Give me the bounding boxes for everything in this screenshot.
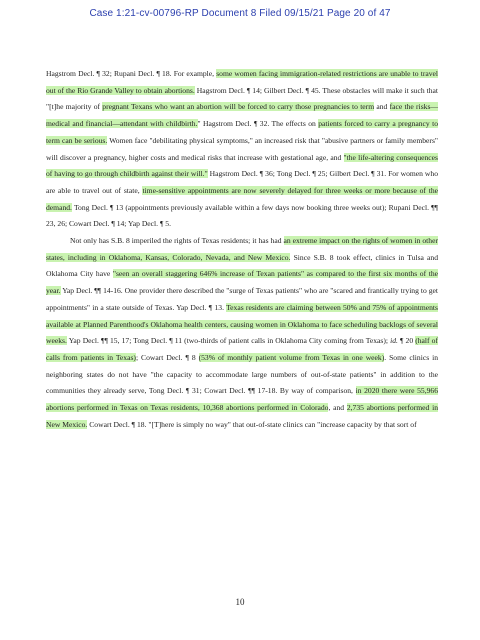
body-text: and — [374, 102, 390, 112]
highlighted-text: time-sensitive appointments are now severely delayed for three weeks or more because of the demand. — [46, 185, 438, 212]
body-text: Not only has S.B. 8 imperiled the rights of Texas residents; it has had — [70, 236, 284, 246]
body-text: Women face "debilitating physical symptoms," an increased risk that "abusive partners or family members" will discover a pregnancy, higher costs and medical risks that increase with gestational age, and — [46, 135, 438, 162]
body-text: Since S.B. 8 took effect, clinics in Tulsa and Oklahoma City have — [46, 252, 438, 279]
highlighted-text: an extreme impact on the rights of women in other states, including in Oklahoma, Kansas, Colorado, Nevada, and New Mexico. — [46, 236, 438, 262]
highlighted-text: "the life-altering consequences of having to go through childbirth against their will." — [46, 152, 438, 179]
body-text: , and — [328, 403, 347, 413]
highlighted-text: "seen an overall staggering 646% increase of Texan patients" as compared to the first six months of the year. — [46, 269, 438, 296]
document-body — [46, 66, 438, 433]
highlighted-text: patients forced to carry a pregnancy to term can be serious. — [46, 119, 439, 145]
body-text: . Some clinics in neighboring states do not have "the capacity to accommodate large numbers of out-of-state patients" in addition to the communities they already serve, Tong Decl. ¶ 31; Cowart Decl. ¶¶ 17-18. By way of comparison, — [46, 352, 438, 396]
body-text: Cowart Decl. ¶ 18. "[T]here is simply no way" that out-of-state clinics can "increase capacity by that sort of — [87, 419, 417, 429]
paragraph-2 — [46, 233, 438, 433]
highlighted-text: some women facing immigration-related restrictions are unable to travel out of the Rio Grande Valley to obtain abortions. — [46, 69, 438, 95]
highlighted-text: pregnant Texans who want an abortion will be forced to carry those pregnancies to term — [102, 102, 375, 112]
page-number: 10 — [235, 597, 245, 607]
body-text: Hagstrom Decl. ¶ 32; Rupani Decl. ¶ 18. For example, — [46, 69, 217, 78]
body-text: " Hagstrom Decl. ¶ 32. The effects on — [197, 119, 319, 129]
highlighted-text: in 2020 there were 55,966 abortions performed in Texas on Texas residents, 10,368 abortions performed in Colorado — [46, 386, 438, 413]
body-text: id. — [390, 336, 398, 346]
highlighted-text: (half of calls from patients in Texas) — [46, 336, 438, 362]
paragraph-1 — [46, 66, 438, 233]
body-text: Hagstrom Decl. ¶ 14; Gilbert Decl. ¶ 45. These obstacles will make it such that "[t]he majority of — [46, 85, 439, 112]
highlighted-text: face the risks—medical and financial—attendant with childbirth. — [46, 102, 438, 129]
case-header: Case 1:21-cv-00796-RP Document 8 Filed 09/15/21 Page 20 of 47 — [89, 8, 391, 19]
body-text: ¶ 20 — [397, 336, 416, 346]
body-text: Tong Decl. ¶ 13 (appointments previously available within a few days now booking three weeks out); Rupani Decl. ¶¶ 23, 26; Cowart Decl. ¶ 14; Yap Decl. ¶ 5. — [46, 202, 438, 229]
body-text: Hagstrom Decl. ¶ 36; Tong Decl. ¶ 25; Gilbert Decl. ¶ 31. For women who are able to travel out of state, — [46, 169, 438, 195]
highlighted-text: Texas residents are claiming between 50% and 75% of appointments available at Planned Parenthood's Oklahoma health centers, causing women in Oklahoma to face scheduling backlogs of several weeks. — [46, 302, 438, 346]
body-text: Yap Decl. ¶¶ 14-16. One provider there described the "surge of Texas patients" who are "scared and frantically trying to get appointments" in a state outside of Texas. Yap Decl. ¶ 13. — [46, 286, 438, 312]
body-text: Yap Decl. ¶¶ 15, 17; Tong Decl. ¶ 11 (two-thirds of patient calls in Oklahoma City coming from Texas); — [66, 336, 391, 346]
highlighted-text: (53% of monthly patient volume from Texas in one week) — [198, 352, 385, 362]
body-text: ; Cowart Decl. ¶ 8 — [135, 352, 199, 362]
highlighted-text: 2,735 abortions performed in New Mexico. — [46, 403, 438, 429]
